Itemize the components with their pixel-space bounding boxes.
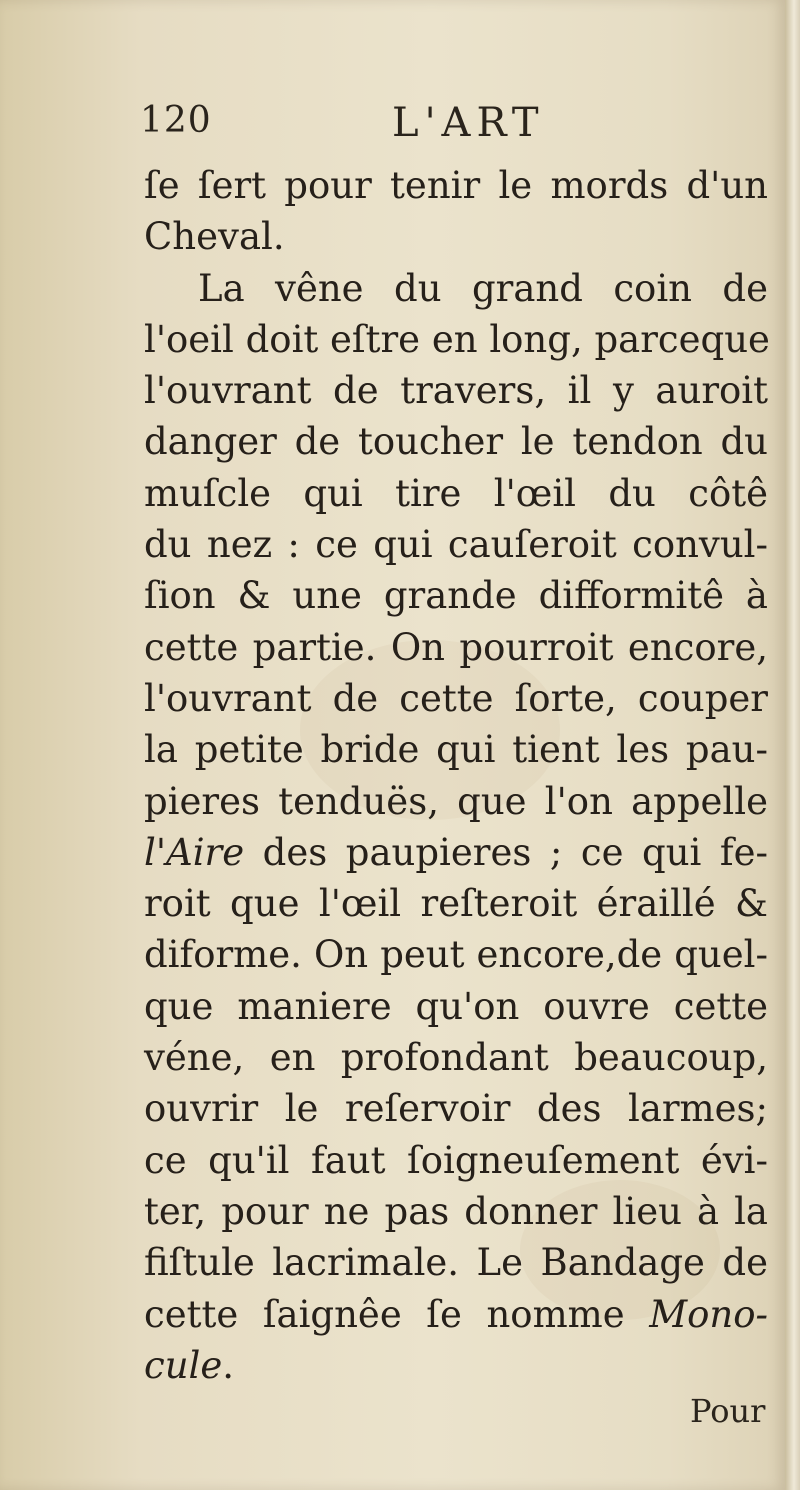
text-line: véne, en profondant beaucoup,: [144, 1036, 768, 1080]
text-line: ce qu'il faut ſoigneuſement évi-: [144, 1138, 768, 1182]
text-line: du nez : ce qui cauſeroit convul-: [144, 523, 768, 567]
page-edge: [785, 0, 800, 1490]
text-line: ſion & une grande difformitê à: [144, 574, 768, 618]
text-line: diforme. On peut encore,de quel-: [144, 933, 768, 977]
text-line: fiſtule lacrimale. Le Bandage de: [144, 1241, 768, 1285]
text-line: que maniere qu'on ouvre cette: [144, 984, 768, 1028]
text-line: [144, 827, 768, 878]
text-line: La vêne du grand coin de: [198, 266, 768, 310]
text-line: muſcle qui tire l'œil du côtê: [144, 471, 768, 515]
text-line: [144, 1340, 768, 1391]
text-line: la petite bride qui tient les pau-: [144, 728, 768, 772]
text-line: l'oeil doit eſtre en long, parceque: [144, 317, 770, 361]
catchword: Pour: [690, 1392, 766, 1430]
text-line: danger de toucher le tendon du: [144, 420, 768, 464]
running-head: L'ART: [392, 100, 545, 146]
italic-term: Mono-: [649, 1292, 768, 1336]
text-line: ouvrir le reſervoir des larmes;: [144, 1087, 768, 1131]
text-line: ſe ſert pour tenir le mords d'un: [144, 164, 768, 207]
page-number: 120: [140, 100, 212, 141]
text-span: cette ſaignêe ſe nomme: [144, 1292, 650, 1336]
text-line: Cheval.: [144, 215, 285, 259]
body-text: [144, 160, 768, 1391]
text-line: l'ouvrant de cette ſorte, couper: [144, 676, 768, 720]
italic-term: l'Aire: [144, 830, 245, 874]
text-line: l'ouvrant de travers, il y auroit: [144, 369, 768, 413]
page-header: [140, 100, 780, 156]
text-line: roit que l'œil reſteroit éraillé &: [144, 882, 768, 926]
text-line: [144, 1289, 768, 1340]
text-span: des paupieres ; ce qui fe-: [244, 830, 768, 874]
italic-term: cule: [144, 1343, 223, 1387]
text-line: ter, pour ne pas donner lieu à la: [144, 1189, 768, 1233]
text-line: pieres tenduës, que l'on appelle: [144, 779, 768, 823]
text-line: cette partie. On pourroit encore,: [144, 625, 768, 669]
text-span: .: [222, 1343, 235, 1387]
